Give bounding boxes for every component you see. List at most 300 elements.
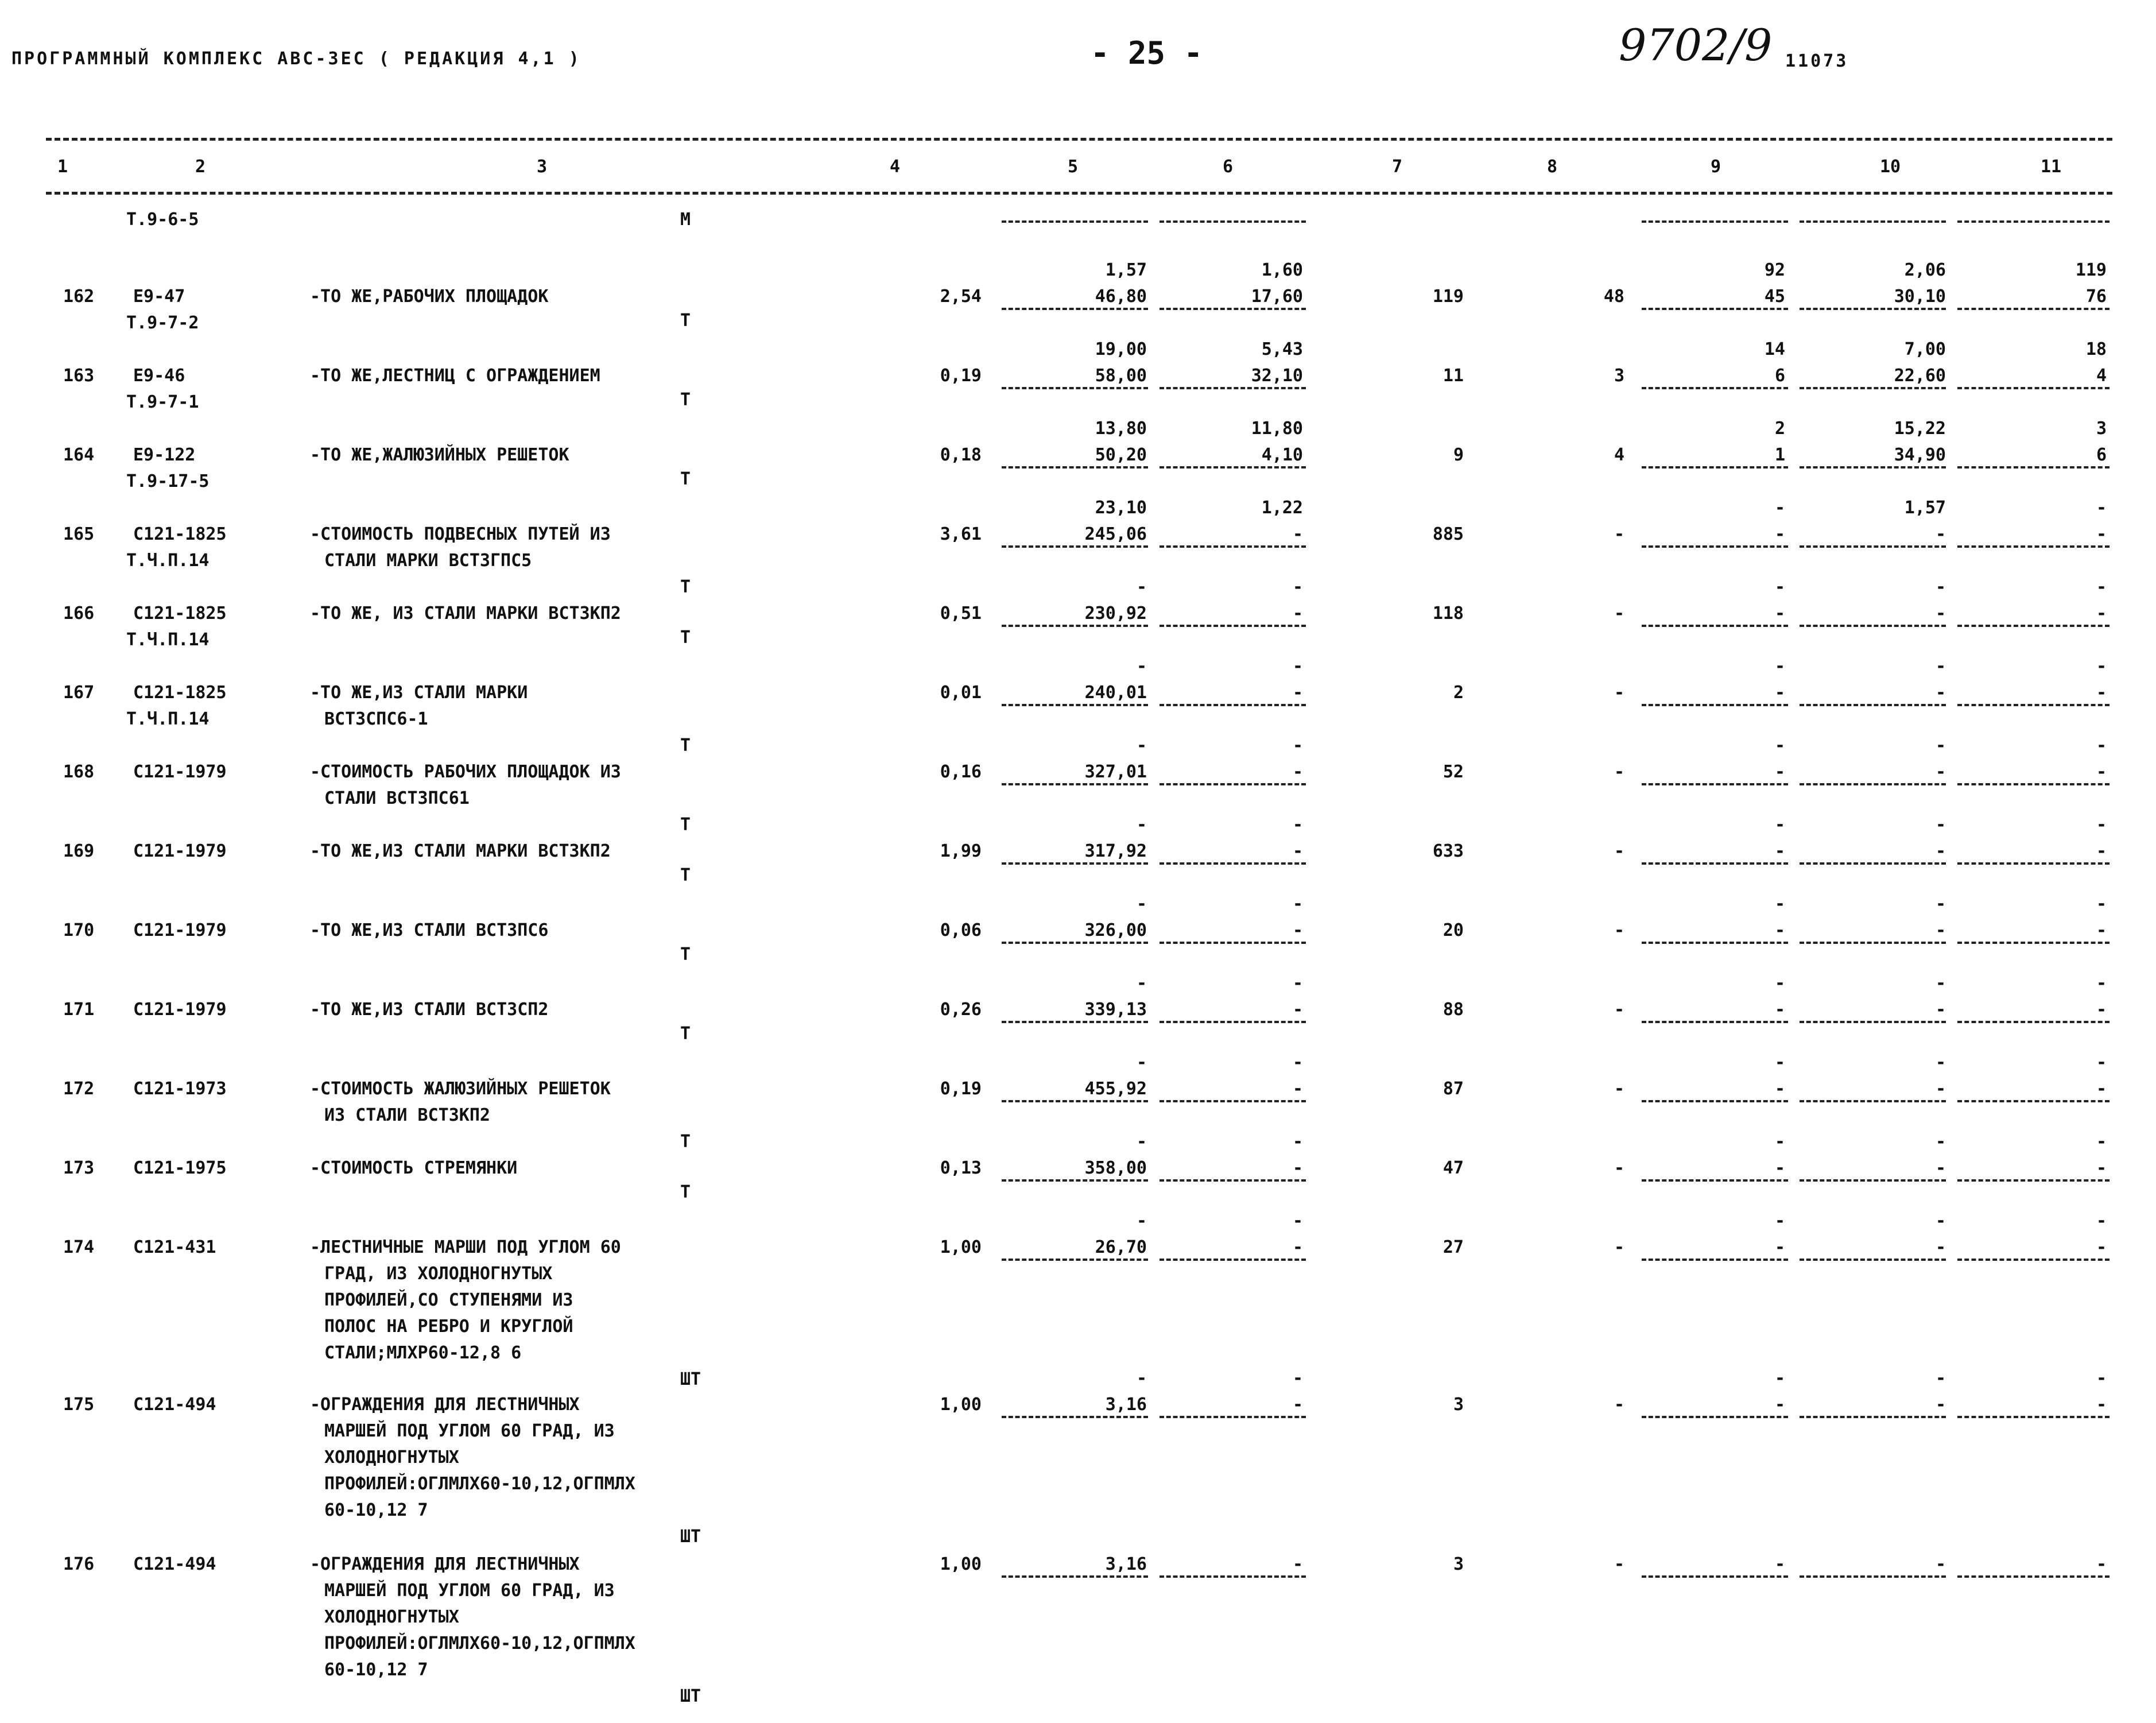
- row-description: -СТОИМОСТЬ ПОДВЕСНЫХ ПУТЕЙ ИЗ: [310, 524, 611, 544]
- row-description: -ТО ЖЕ,ИЗ СТАЛИ ВСТ3ПС6: [310, 920, 549, 940]
- col11-upper: -: [2096, 656, 2107, 676]
- column-header-10: 10: [1880, 157, 1901, 177]
- col4-value: 1,00: [940, 1395, 982, 1415]
- col10-lower: -: [1935, 1554, 1946, 1574]
- subtotal-dash: [1160, 1259, 1306, 1261]
- row-code: С121-1825: [133, 683, 227, 703]
- subtotal-dash: [1642, 625, 1788, 627]
- row-description: ПРОФИЛЕЙ:ОГЛМЛХ60-10,12,ОГПМЛХ: [324, 1474, 635, 1494]
- col5-upper: 1,57: [1105, 260, 1147, 280]
- col11-lower: -: [2096, 841, 2107, 861]
- col11-upper: 3: [2096, 419, 2107, 439]
- column-header-1: 1: [57, 157, 68, 177]
- col11-lower: -: [2096, 1079, 2107, 1099]
- col9-lower: -: [1774, 683, 1785, 703]
- subtotal-dash: [1160, 1416, 1306, 1418]
- col9-lower: 45: [1764, 286, 1785, 307]
- row-number: 173: [63, 1158, 95, 1178]
- header-rule-top: [46, 138, 2112, 141]
- row-number: 176: [63, 1554, 95, 1574]
- col6-upper: 1,22: [1261, 498, 1303, 518]
- col8-value: 48: [1603, 286, 1624, 307]
- col5-lower: 240,01: [1084, 683, 1147, 703]
- col7-value: 3: [1453, 1554, 1464, 1574]
- column-header-3: 3: [537, 157, 548, 177]
- col4-value: 1,00: [940, 1237, 982, 1257]
- subtotal-dash: [1800, 942, 1946, 944]
- col6-upper: -: [1292, 577, 1303, 597]
- row-code: С121-1973: [133, 1079, 227, 1099]
- col7-value: 52: [1442, 762, 1464, 782]
- row-description: -ТО ЖЕ, ИЗ СТАЛИ МАРКИ ВСТ3КП2: [310, 603, 621, 624]
- col11-upper: -: [2096, 1132, 2107, 1152]
- row-number: 172: [63, 1079, 95, 1099]
- row-code: Е9-47: [133, 286, 185, 307]
- subtotal-dash: [1002, 1575, 1148, 1578]
- row-unit: Т: [680, 311, 691, 331]
- col7-value: 47: [1442, 1158, 1464, 1178]
- col6-lower: -: [1292, 1554, 1303, 1574]
- col9-upper: -: [1774, 1211, 1785, 1231]
- col11-lower: -: [2096, 1237, 2107, 1257]
- row-number: 174: [63, 1237, 95, 1257]
- col9-upper: -: [1774, 815, 1785, 835]
- col5-lower: 245,06: [1084, 524, 1147, 544]
- row-number: 175: [63, 1395, 95, 1415]
- col11-upper: -: [2096, 815, 2107, 835]
- row-description: -СТОИМОСТЬ СТРЕМЯНКИ: [310, 1158, 518, 1178]
- col7-value: 9: [1453, 445, 1464, 465]
- row-number: 163: [63, 366, 95, 386]
- subtotal-dash: [1002, 1416, 1148, 1418]
- subtotal-dash: [1800, 1021, 1946, 1023]
- row-unit: Т: [680, 1132, 691, 1152]
- subtotal-dash: [1160, 1100, 1306, 1102]
- col5-lower: 3,16: [1105, 1395, 1147, 1415]
- row-code: С121-1825: [133, 603, 227, 624]
- column-header-4: 4: [890, 157, 901, 177]
- row-code: Е9-122: [133, 445, 196, 465]
- col11-lower: -: [2096, 920, 2107, 940]
- col4-value: 0,13: [940, 1158, 982, 1178]
- col6-upper: -: [1292, 735, 1303, 756]
- col6-lower: 17,60: [1251, 286, 1303, 307]
- row-description: -ЛЕСТНИЧНЫЕ МАРШИ ПОД УГЛОМ 60: [310, 1237, 621, 1257]
- col8-value: -: [1614, 1237, 1624, 1257]
- row-code: С121-1979: [133, 920, 227, 940]
- subtotal-dash: [1642, 545, 1788, 548]
- col10-upper: 15,22: [1894, 419, 1946, 439]
- row-description: ВСТ3СПС6-1: [324, 709, 428, 729]
- col5-upper: 19,00: [1095, 339, 1147, 359]
- col9-upper: 14: [1764, 339, 1785, 359]
- subtotal-dash: [1957, 1575, 2110, 1578]
- col6-lower: 32,10: [1251, 366, 1303, 386]
- program-title: ПРОГРАММНЫЙ КОМПЛЕКС АВС-3ЕС ( РЕДАКЦИЯ 4,1 ): [11, 49, 581, 69]
- subtotal-dash: [1957, 1179, 2110, 1182]
- col5-upper: -: [1136, 656, 1147, 676]
- col9-lower: 1: [1774, 445, 1785, 465]
- col9-lower: -: [1774, 841, 1785, 861]
- column-header-5: 5: [1068, 157, 1079, 177]
- col9-lower: -: [1774, 1000, 1785, 1020]
- subtotal-dash: [1957, 1259, 2110, 1261]
- row-unit: Т: [680, 628, 691, 648]
- column-header-8: 8: [1547, 157, 1558, 177]
- column-header-11: 11: [2041, 157, 2062, 177]
- subtotal-dash: [1642, 1259, 1788, 1261]
- col10-upper: -: [1935, 894, 1946, 914]
- row-code: Е9-46: [133, 366, 185, 386]
- col6-lower: 4,10: [1261, 445, 1303, 465]
- col10-lower: -: [1935, 1237, 1946, 1257]
- col6-upper: -: [1292, 1211, 1303, 1231]
- col6-upper: 1,60: [1261, 260, 1303, 280]
- subtotal-dash: [1160, 308, 1306, 310]
- col10-upper: -: [1935, 815, 1946, 835]
- row-number: 164: [63, 445, 95, 465]
- subtotal-dash: [1642, 1021, 1788, 1023]
- row-number: 167: [63, 683, 95, 703]
- row-description: -ТО ЖЕ,ИЗ СТАЛИ МАРКИ: [310, 683, 528, 703]
- subtotal-dash: [1957, 466, 2110, 468]
- col6-upper: -: [1292, 1368, 1303, 1388]
- subtotal-dash: [1642, 308, 1788, 310]
- col9-lower: -: [1774, 1079, 1785, 1099]
- column-header-2: 2: [195, 157, 206, 177]
- subtotal-dash: [1800, 1179, 1946, 1182]
- col8-value: 3: [1614, 366, 1624, 386]
- col9-lower: -: [1774, 762, 1785, 782]
- col11-lower: -: [2096, 1395, 2107, 1415]
- col11-upper: -: [2096, 498, 2107, 518]
- subtotal-dash: [1002, 466, 1148, 468]
- col11-lower: -: [2096, 762, 2107, 782]
- row-description: ХОЛОДНОГНУТЫХ: [324, 1447, 459, 1468]
- col10-lower: 34,90: [1894, 445, 1946, 465]
- subtotal-dash: [1160, 783, 1306, 785]
- row-number: 165: [63, 524, 95, 544]
- col11-lower: 76: [2085, 286, 2107, 307]
- col6-lower: -: [1292, 841, 1303, 861]
- col7-value: 87: [1442, 1079, 1464, 1099]
- subtotal-dash: [1800, 862, 1946, 865]
- col11-upper: 119: [2075, 260, 2107, 280]
- col11-lower: -: [2096, 683, 2107, 703]
- col10-lower: -: [1935, 1395, 1946, 1415]
- col10-lower: -: [1935, 841, 1946, 861]
- col11-upper: -: [2096, 1211, 2107, 1231]
- col6-lower: -: [1292, 1395, 1303, 1415]
- col6-lower: -: [1292, 603, 1303, 624]
- row-unit: Т: [680, 1024, 691, 1044]
- row-description: ПРОФИЛЕЙ:ОГЛМЛХ60-10,12,ОГПМЛХ: [324, 1633, 635, 1654]
- row-unit: Т: [680, 815, 691, 835]
- subtotal-dash: [1800, 1100, 1946, 1102]
- subtotal-dash: [1957, 862, 2110, 865]
- col9-lower: -: [1774, 920, 1785, 940]
- handwritten-doc-number: 9702/9: [1619, 20, 1773, 71]
- row-ref: Т.Ч.П.14: [126, 709, 210, 729]
- col6-upper: -: [1292, 894, 1303, 914]
- col5-upper: -: [1136, 1211, 1147, 1231]
- col6-upper: 11,80: [1251, 419, 1303, 439]
- col11-upper: -: [2096, 1052, 2107, 1072]
- col4-value: 0,06: [940, 920, 982, 940]
- subtotal-dash: [1800, 1416, 1946, 1418]
- subtotal-dash: [1642, 1575, 1788, 1578]
- col9-lower: -: [1774, 1237, 1785, 1257]
- subtotal-dash: [1957, 1100, 2110, 1102]
- col8-value: -: [1614, 1395, 1624, 1415]
- row-code: С121-1979: [133, 762, 227, 782]
- col9-lower: -: [1774, 1554, 1785, 1574]
- row-description: -ТО ЖЕ,ЛЕСТНИЦ С ОГРАЖДЕНИЕМ: [310, 366, 600, 386]
- col8-value: -: [1614, 683, 1624, 703]
- subtotal-dash: [1002, 1259, 1148, 1261]
- col4-value: 0,16: [940, 762, 982, 782]
- col5-upper: -: [1136, 1368, 1147, 1388]
- col10-upper: -: [1935, 1211, 1946, 1231]
- subtotal-dash: [1800, 1575, 1946, 1578]
- subtotal-dash: [1642, 783, 1788, 785]
- subtotal-dash: [1800, 625, 1946, 627]
- subtotal-dash: [1002, 862, 1148, 865]
- row-unit: ШТ: [680, 1527, 701, 1547]
- col6-upper: -: [1292, 973, 1303, 993]
- col7-value: 2: [1453, 683, 1464, 703]
- col9-lower: -: [1774, 524, 1785, 544]
- col8-value: -: [1614, 920, 1624, 940]
- col11-lower: 6: [2096, 445, 2107, 465]
- col5-upper: -: [1136, 735, 1147, 756]
- row-unit: Т: [680, 944, 691, 965]
- subtotal-dash: [1002, 387, 1148, 389]
- subtotal-dash: [1642, 862, 1788, 865]
- col5-lower: 58,00: [1095, 366, 1147, 386]
- col10-lower: -: [1935, 762, 1946, 782]
- row-unit: М: [680, 210, 691, 230]
- subtotal-dash: [1160, 942, 1306, 944]
- col10-upper: -: [1935, 1052, 1946, 1072]
- row-description: СТАЛИ МАРКИ ВСТ3ГПС5: [324, 551, 532, 571]
- row-unit: ШТ: [680, 1686, 701, 1706]
- col10-lower: -: [1935, 603, 1946, 624]
- row-code: С121-1825: [133, 524, 227, 544]
- col10-upper: -: [1935, 1132, 1946, 1152]
- row-unit: ШТ: [680, 1369, 701, 1389]
- col5-lower: 358,00: [1084, 1158, 1147, 1178]
- subtotal-dash: [1160, 1179, 1306, 1182]
- subtotal-dash: [1642, 220, 1788, 223]
- col5-lower: 326,00: [1084, 920, 1147, 940]
- col9-upper: -: [1774, 894, 1785, 914]
- subtotal-dash: [1002, 308, 1148, 310]
- col11-upper: -: [2096, 1368, 2107, 1388]
- row-description: ПОЛОС НА РЕБРО И КРУГЛОЙ: [324, 1317, 573, 1337]
- subtotal-dash: [1160, 466, 1306, 468]
- row-description: СТАЛИ ВСТ3ПС61: [324, 788, 470, 808]
- col10-lower: -: [1935, 1079, 1946, 1099]
- row-code: С121-494: [133, 1554, 216, 1574]
- col8-value: -: [1614, 1158, 1624, 1178]
- subtotal-dash: [1002, 942, 1148, 944]
- row-unit: Т: [680, 469, 691, 489]
- col7-value: 3: [1453, 1395, 1464, 1415]
- column-header-7: 7: [1392, 157, 1403, 177]
- doc-code: 11073: [1785, 51, 1849, 71]
- col11-lower: -: [2096, 603, 2107, 624]
- subtotal-dash: [1800, 220, 1946, 223]
- row-description: 60-10,12 7: [324, 1660, 428, 1680]
- col7-value: 11: [1442, 366, 1464, 386]
- row-description: ИЗ СТАЛИ ВСТ3КП2: [324, 1105, 490, 1125]
- row-description: -ТО ЖЕ,ИЗ СТАЛИ МАРКИ ВСТ3КП2: [310, 841, 611, 861]
- col10-upper: 2,06: [1904, 260, 1946, 280]
- row-description: -ТО ЖЕ,ИЗ СТАЛИ ВСТ3СП2: [310, 1000, 549, 1020]
- subtotal-dash: [1160, 862, 1306, 865]
- row-code: С121-1975: [133, 1158, 227, 1178]
- subtotal-dash: [1002, 1179, 1148, 1182]
- subtotal-dash: [1002, 704, 1148, 706]
- col10-upper: 7,00: [1904, 339, 1946, 359]
- col8-value: -: [1614, 1554, 1624, 1574]
- row-description: ПРОФИЛЕЙ,СО СТУПЕНЯМИ ИЗ: [324, 1290, 573, 1310]
- col11-upper: -: [2096, 577, 2107, 597]
- col4-value: 0,19: [940, 1079, 982, 1099]
- subtotal-dash: [1800, 308, 1946, 310]
- row-code: С121-1979: [133, 1000, 227, 1020]
- row-ref: Т.9-6-5: [126, 210, 199, 230]
- col5-upper: -: [1136, 1132, 1147, 1152]
- col5-lower: 46,80: [1095, 286, 1147, 307]
- col9-upper: -: [1774, 656, 1785, 676]
- col6-lower: -: [1292, 683, 1303, 703]
- column-header-9: 9: [1711, 157, 1721, 177]
- col10-lower: -: [1935, 1158, 1946, 1178]
- subtotal-dash: [1800, 387, 1946, 389]
- subtotal-dash: [1642, 387, 1788, 389]
- col6-lower: -: [1292, 1000, 1303, 1020]
- row-unit: Т: [680, 390, 691, 410]
- subtotal-dash: [1800, 466, 1946, 468]
- row-description: -СТОИМОСТЬ РАБОЧИХ ПЛОЩАДОК ИЗ: [310, 762, 621, 782]
- subtotal-dash: [1160, 545, 1306, 548]
- col8-value: -: [1614, 603, 1624, 624]
- col5-upper: 23,10: [1095, 498, 1147, 518]
- header-rule-bottom: [46, 192, 2112, 195]
- col10-lower: -: [1935, 683, 1946, 703]
- col9-lower: -: [1774, 1395, 1785, 1415]
- col7-value: 885: [1432, 524, 1464, 544]
- col4-value: 0,51: [940, 603, 982, 624]
- row-unit: Т: [680, 577, 691, 597]
- col5-lower: 327,01: [1084, 762, 1147, 782]
- subtotal-dash: [1160, 625, 1306, 627]
- subtotal-dash: [1957, 783, 2110, 785]
- row-description: -ОГРАЖДЕНИЯ ДЛЯ ЛЕСТНИЧНЫХ: [310, 1554, 580, 1574]
- subtotal-dash: [1160, 704, 1306, 706]
- row-number: 166: [63, 603, 95, 624]
- col9-upper: -: [1774, 1132, 1785, 1152]
- subtotal-dash: [1800, 1259, 1946, 1261]
- row-unit: Т: [680, 735, 691, 756]
- col6-lower: -: [1292, 920, 1303, 940]
- col10-upper: -: [1935, 577, 1946, 597]
- col10-upper: -: [1935, 973, 1946, 993]
- col10-upper: -: [1935, 735, 1946, 756]
- subtotal-dash: [1160, 220, 1306, 223]
- col10-upper: -: [1935, 1368, 1946, 1388]
- row-description: МАРШЕЙ ПОД УГЛОМ 60 ГРАД, ИЗ: [324, 1581, 615, 1601]
- row-description: 60-10,12 7: [324, 1500, 428, 1520]
- subtotal-dash: [1957, 220, 2110, 223]
- subtotal-dash: [1642, 942, 1788, 944]
- col11-upper: 18: [2085, 339, 2107, 359]
- col9-lower: -: [1774, 1158, 1785, 1178]
- col9-upper: 92: [1764, 260, 1785, 280]
- col7-value: 119: [1432, 286, 1464, 307]
- subtotal-dash: [1160, 1021, 1306, 1023]
- row-number: 170: [63, 920, 95, 940]
- col9-lower: 6: [1774, 366, 1785, 386]
- row-number: 171: [63, 1000, 95, 1020]
- subtotal-dash: [1002, 220, 1148, 223]
- subtotal-dash: [1957, 387, 2110, 389]
- subtotal-dash: [1642, 1416, 1788, 1418]
- col11-lower: -: [2096, 1554, 2107, 1574]
- col5-upper: 13,80: [1095, 419, 1147, 439]
- col7-value: 20: [1442, 920, 1464, 940]
- col6-upper: -: [1292, 656, 1303, 676]
- col9-upper: -: [1774, 735, 1785, 756]
- col8-value: 4: [1614, 445, 1624, 465]
- col4-value: 1,00: [940, 1554, 982, 1574]
- subtotal-dash: [1957, 625, 2110, 627]
- subtotal-dash: [1957, 545, 2110, 548]
- col7-value: 27: [1442, 1237, 1464, 1257]
- row-description: ГРАД, ИЗ ХОЛОДНОГНУТЫХ: [324, 1264, 553, 1284]
- col11-upper: -: [2096, 894, 2107, 914]
- col6-lower: -: [1292, 762, 1303, 782]
- row-description: ХОЛОДНОГНУТЫХ: [324, 1607, 459, 1627]
- col8-value: -: [1614, 841, 1624, 861]
- col4-value: 0,19: [940, 366, 982, 386]
- row-description: -ОГРАЖДЕНИЯ ДЛЯ ЛЕСТНИЧНЫХ: [310, 1395, 580, 1415]
- row-code: С121-431: [133, 1237, 216, 1257]
- col8-value: -: [1614, 524, 1624, 544]
- col7-value: 118: [1432, 603, 1464, 624]
- col5-lower: 50,20: [1095, 445, 1147, 465]
- subtotal-dash: [1957, 1416, 2110, 1418]
- col11-lower: -: [2096, 1158, 2107, 1178]
- col6-lower: -: [1292, 1079, 1303, 1099]
- col9-lower: -: [1774, 603, 1785, 624]
- row-ref: Т.Ч.П.14: [126, 630, 210, 650]
- page-number: - 25 -: [1091, 35, 1203, 71]
- subtotal-dash: [1642, 1100, 1788, 1102]
- col9-upper: -: [1774, 1368, 1785, 1388]
- col6-upper: 5,43: [1261, 339, 1303, 359]
- row-number: 169: [63, 841, 95, 861]
- col5-upper: -: [1136, 1052, 1147, 1072]
- col6-upper: -: [1292, 1132, 1303, 1152]
- row-ref: Т.9-7-1: [126, 392, 199, 412]
- col11-upper: -: [2096, 973, 2107, 993]
- subtotal-dash: [1800, 783, 1946, 785]
- subtotal-dash: [1957, 704, 2110, 706]
- col10-lower: 30,10: [1894, 286, 1946, 307]
